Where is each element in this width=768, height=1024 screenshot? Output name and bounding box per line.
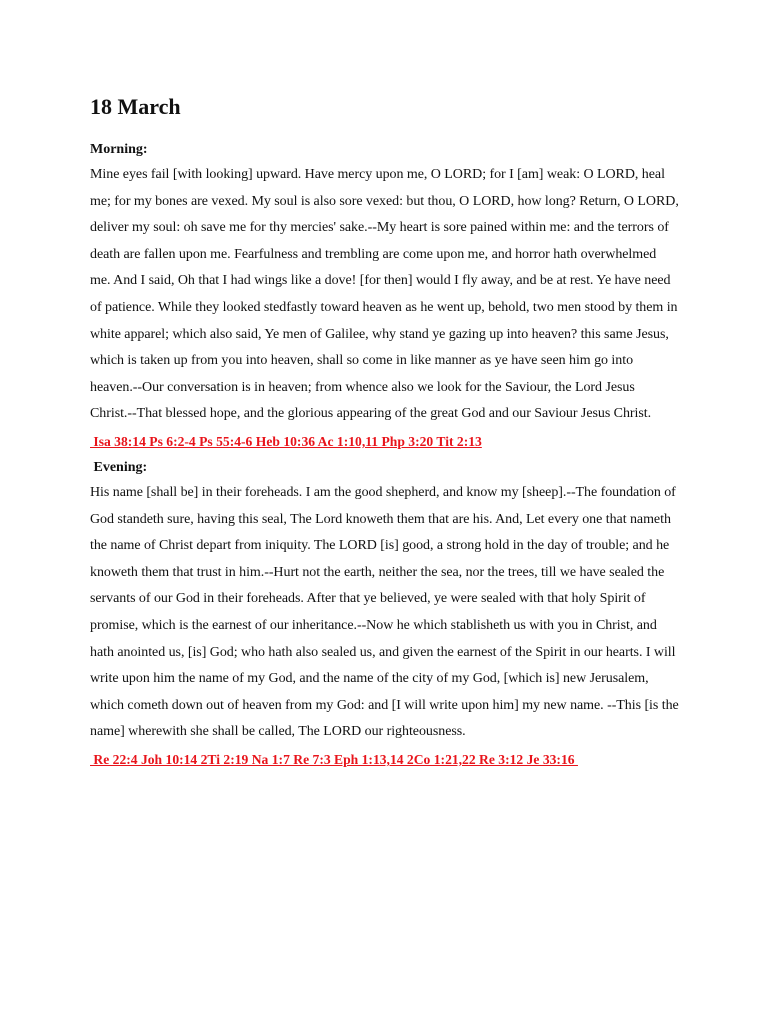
page-title: 18 March <box>90 94 181 119</box>
evening-scripture-references[interactable]: Re 22:4 Joh 10:14 2Ti 2:19 Na 1:7 Re 7:3 Eph 1:13,14 2Co 1:21,22 Re 3:12 Je 33:16 <box>90 751 578 767</box>
morning-scripture-references[interactable]: Isa 38:14 Ps 6:2-4 Ps 55:4-6 Heb 10:36 Ac 1:10,11 Php 3:20 Tit 2:13 <box>90 433 482 449</box>
evening-section <box>90 456 680 774</box>
evening-text: His name [shall be] in their foreheads. I am the good shepherd, and know my [sheep].--The foundation of God standeth sure, having this seal, The Lord knoweth them that are his. And, Let every one that nameth the name of Christ depart from iniquity. The LORD [is] good, a strong hold in the day of trouble; and he knoweth them that trust in him.--Hurt not the earth, neither the sea, nor the trees, till we have sealed the servants of our God in their foreheads. After that ye believed, ye were sealed with that holy Spirit of promise, which is the earnest of our inheritance.--Now he which stablisheth us with you in Christ, and hath anointed us, [is] God; who hath also sealed us, and given the earnest of the Spirit in our hearts. I will write upon him the name of my God, and the name of the city of my God, [which is] new Jerusalem, which cometh down out of heaven from my God: and [I will write upon him] my new name. --This [is the name] wherewith she shall be called, The LORD our righteousness. <box>90 484 679 740</box>
morning-section <box>90 138 680 456</box>
evening-label: Evening: <box>90 459 148 475</box>
morning-text: Mine eyes fail [with looking] upward. Have mercy upon me, O LORD; for I [am] weak: O LORD, heal me; for my bones are vexed. My soul is also sore vexed: but thou, O LORD, how long? Return, O LORD, deliver my soul: oh save me for thy mercies' sake.--My heart is sore pained within me: and the terrors of death are fallen upon me. Fearfulness and trembling are come upon me, and horror hath overwhelmed me. And I said, Oh that I had wings like a dove! [for then] would I fly away, and be at rest. Ye have need of patience. While they looked stedfastly toward heaven as he went up, behold, two men stood by them in white apparel; which also said, Ye men of Galilee, why stand ye gazing up into heaven? this same Jesus, which is taken up from you into heaven, shall so come in like manner as ye have seen him go into heaven.--Our conversation is in heaven; from whence also we look for the Saviour, the Lord Jesus Christ.--That blessed hope, and the glorious appearing of the great God and our Saviour Jesus Christ. <box>90 167 679 422</box>
morning-label: Morning: <box>90 142 148 157</box>
document-page <box>90 92 680 774</box>
